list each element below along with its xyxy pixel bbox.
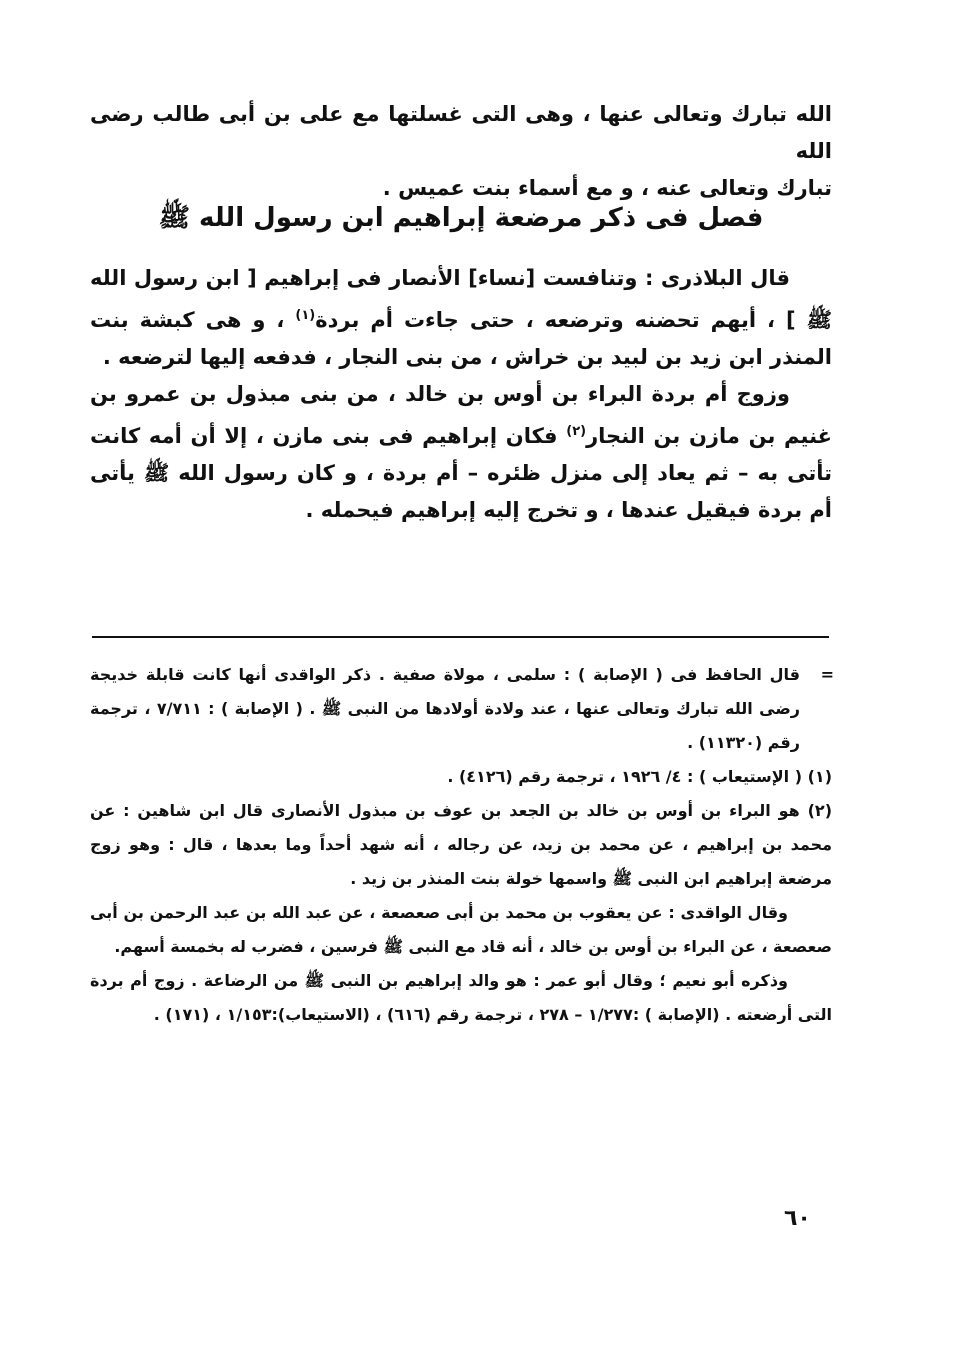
- section-heading: فصل فى ذكر مرضعة إبراهيم ابن رسول الله ﷺ: [158, 203, 764, 233]
- paragraph-2-text: وزوج أم بردة البراء بن أوس بن خالد ، من بنى مبذول بن عمرو بن غنيم بن مازن بن النجار: [90, 382, 832, 448]
- footnote-ref-1: (١): [295, 308, 316, 323]
- paragraph-1-rest: ، و هى كبشة بنت المنذر ابن زيد بن لبيد بن خراش ، من بنى النجار ، فدفعه إليها لترضعه .: [90, 308, 832, 369]
- footnotes: [90, 658, 832, 1032]
- intro-text: [90, 96, 832, 200]
- paragraph-1-text: قال البلاذرى : وتنافست [نساء] الأنصار فى إبراهيم [ ابن رسول الله ﷺ ] ، أيهم تحضنه وترضعه ، حتى جاءت أم بردة: [90, 266, 832, 332]
- footnote-continuation: [90, 658, 832, 760]
- footnote-2: (٢) هو البراء بن أوس بن خالد بن الجعد بن عوف بن مبذول الأنصارى قال ابن شاهين : عن محمد بن إبراهيم ، عن محمد بن زيد، عن رجاله ، أنه شهد أحداً وما بعدها ، قال : وهو زوج مرضعة إبراهيم ابن النبى ﷺ واسمها خولة بنت المنذر بن زيد .: [90, 801, 832, 888]
- intro-line-1: الله تبارك وتعالى عنها ، وهى التى غسلتها مع على بن أبى طالب رضى الله: [90, 102, 832, 163]
- main-body: [90, 260, 832, 529]
- footnote-2-paragraph-3: وذكره أبو نعيم ؛ وقال أبو عمر : هو والد إبراهيم بن النبى ﷺ من الرضاعة . زوج أم بردة التى أرضعته . (الإصابة ) :١/٢٧٧ – ٢٧٨ ، ترجمة رقم (٦١٦) ، (الاستيعاب):١/١٥٣ ، (١٧١) .: [90, 971, 832, 1024]
- page-number: ٦٠: [784, 1206, 811, 1231]
- footnote-2-paragraph-2: وقال الواقدى : عن يعقوب بن محمد بن أبى صعصعة ، عن عبد الله بن عبد الرحمن بن أبى صعصعة ، عن البراء بن أوس بن خالد ، أنه قاد مع النبى ﷺ فرسين ، فضرب له بخمسة أسهم.: [90, 903, 832, 956]
- intro-line-2: تبارك وتعالى عنه ، و مع أسماء بنت عميس .: [382, 176, 832, 200]
- footnote-divider: [92, 636, 829, 638]
- paragraph-2-rest: فكان إبراهيم فى بنى مازن ، إلا أن أمه كانت تأتى به – ثم يعاد إلى منزل ظئره – أم بردة ، و كان رسول الله ﷺ يأتى أم بردة فيقيل عندها ، و تخرج إليه إبراهيم فيحمله .: [90, 424, 832, 522]
- continuation-text: قال الحافظ فى ( الإصابة ) : سلمى ، مولاة صفية . ذكر الواقدى أنها كانت قابلة خديجة رضى الله تبارك وتعالى عنها ، عند ولادة أولادها من النبى ﷺ . ( الإصابة ) : ٧/٧١١ ، ترجمة رقم (١١٣٢٠) .: [90, 665, 800, 752]
- footnote-ref-2: (٢): [566, 424, 587, 439]
- page-content: [90, 96, 832, 529]
- footnote-1: (١) ( الإستيعاب ) : ٤/ ١٩٢٦ ، ترجمة رقم (٤١٢٦) .: [447, 767, 832, 786]
- paragraph-2: [90, 376, 832, 529]
- paragraph-1: [90, 260, 832, 376]
- continuation-mark: =: [820, 665, 834, 684]
